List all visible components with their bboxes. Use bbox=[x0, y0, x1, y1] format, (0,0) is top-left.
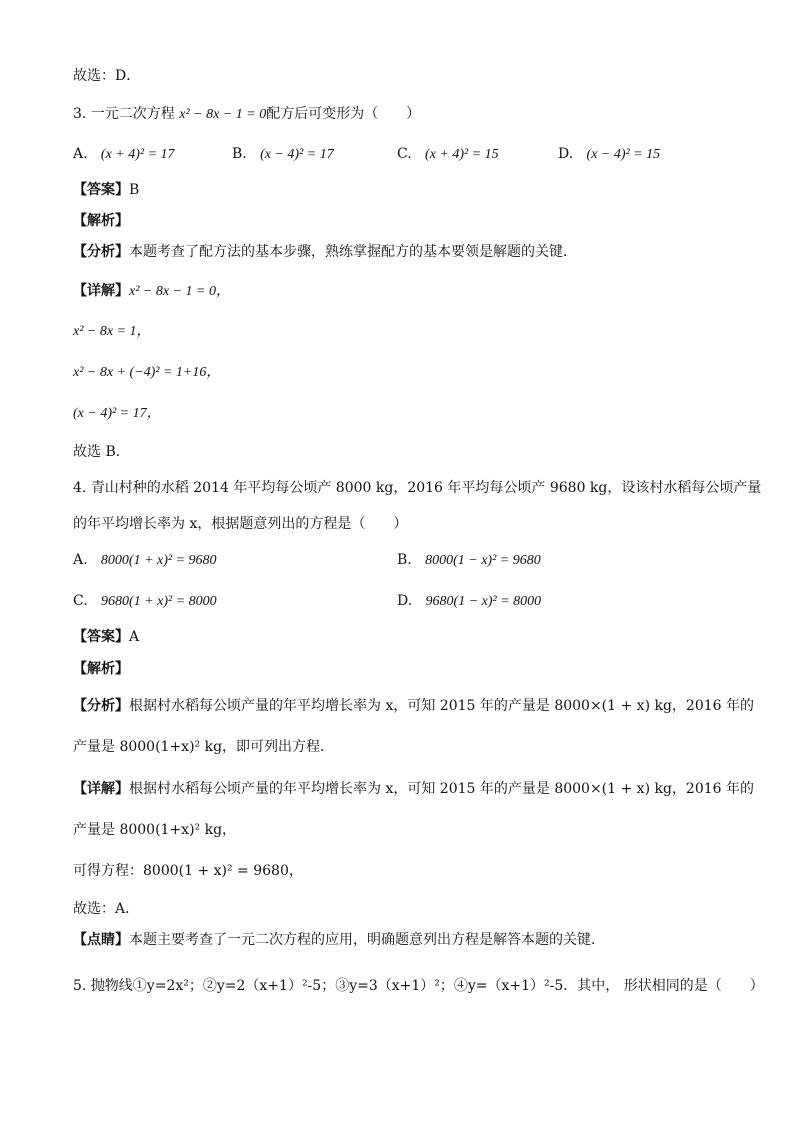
solution-step: x² − 8x − 1 = 0， bbox=[129, 284, 230, 299]
q4-stem-line2: 的年平均增长率为 x，根据题意列出的方程是（ ） bbox=[73, 516, 408, 532]
q3-xiangjie bbox=[73, 281, 230, 302]
q3-fenxi bbox=[73, 242, 577, 262]
xiangjie-text: 根据村水稻每公顷产量的年平均增长率为 x，可知 2015 年的产量是 8000×(1 + x) kg，2016 年的 bbox=[129, 781, 755, 797]
option-expression: (x + 4)² = 15 bbox=[425, 147, 499, 162]
solution-step: (x − 4)² = 17， bbox=[73, 406, 161, 421]
q4-xiangjie-line1 bbox=[73, 779, 754, 799]
q3-stem-equation: x² − 8x − 1 = 0 bbox=[179, 107, 267, 122]
q3-answer bbox=[73, 180, 139, 200]
solution-step: x² − 8x = 1， bbox=[73, 324, 151, 339]
answer-tag: 【答案】 bbox=[73, 182, 129, 198]
option-letter: A. bbox=[73, 552, 88, 568]
q3-analysis-heading bbox=[73, 211, 129, 231]
q3-stem bbox=[73, 104, 420, 125]
answer-value: A bbox=[129, 629, 140, 645]
option-expression: (x − 4)² = 15 bbox=[586, 147, 661, 162]
q3-option-b bbox=[232, 144, 334, 165]
xiangjie-tag: 【详解】 bbox=[73, 283, 129, 299]
q3-number: 3. bbox=[73, 106, 87, 122]
answer-value: B bbox=[129, 182, 140, 198]
q4-stem-text: 青山村种的水稻 2014 年平均每公顷产 8000 kg，2016 年平均每公顷产 9680 kg，设该村水稻每公顷产量 bbox=[90, 480, 762, 496]
q2-conclusion: 故选：D． bbox=[73, 68, 141, 84]
option-letter: C. bbox=[73, 593, 88, 609]
fenxi-tag: 【分析】 bbox=[73, 698, 129, 714]
option-expression: 9680(1 + x)² = 8000 bbox=[101, 594, 217, 609]
option-letter: A. bbox=[73, 146, 88, 162]
option-letter: C. bbox=[397, 146, 412, 162]
xiangjie-tag: 【详解】 bbox=[73, 781, 129, 797]
option-letter: B. bbox=[232, 146, 247, 162]
q4-option-c bbox=[73, 591, 217, 612]
option-expression: (x + 4)² = 17 bbox=[100, 147, 175, 162]
q3-conclusion: 故选 B． bbox=[73, 444, 130, 460]
fenxi-text: 根据村水稻每公顷产量的年平均增长率为 x，可知 2015 年的产量是 8000×(1 + x) kg，2016 年的 bbox=[129, 698, 755, 714]
q3-stem-before: 一元二次方程 bbox=[90, 106, 175, 122]
q4-number: 4. bbox=[73, 480, 87, 496]
option-letter: D. bbox=[397, 593, 413, 609]
fenxi-text: 本题考查了配方法的基本步骤，熟练掌握配方的基本要领是解题的关键． bbox=[129, 244, 577, 260]
option-expression: 9680(1 − x)² = 8000 bbox=[425, 594, 542, 609]
q4-fenxi-line2: 产量是 8000(1+x)² kg，即可列出方程． bbox=[73, 739, 335, 755]
q4-dianjing bbox=[73, 930, 605, 950]
answer-tag: 【答案】 bbox=[73, 629, 129, 645]
q5-stem bbox=[73, 976, 764, 996]
q4-conclusion: 故选：A． bbox=[73, 901, 140, 917]
analysis-tag: 【解析】 bbox=[73, 213, 129, 229]
q4-analysis-heading bbox=[73, 659, 129, 679]
option-expression: 8000(1 + x)² = 9680 bbox=[100, 553, 217, 568]
analysis-tag: 【解析】 bbox=[73, 661, 129, 677]
option-expression: (x − 4)² = 17 bbox=[260, 147, 334, 162]
option-letter: B. bbox=[397, 552, 412, 568]
q3-option-d bbox=[558, 144, 660, 165]
q3-stem-after: 配方后可变形为（ ） bbox=[266, 106, 421, 122]
dianjing-text: 本题主要考查了一元二次方程的应用，明确题意列出方程是解答本题的关键． bbox=[129, 932, 605, 948]
q3-option-a bbox=[73, 144, 175, 165]
q4-option-d bbox=[397, 591, 541, 612]
q4-fenxi-line1 bbox=[73, 696, 754, 716]
dianjing-tag: 【点睛】 bbox=[73, 932, 129, 948]
q5-stem-text: 抛物线①y=2x²；②y=2（x+1）²-5；③y=3（x+1）²；④y=（x+1）²-5．其中， 形状相同的是（ ） bbox=[90, 978, 764, 994]
fenxi-tag: 【分析】 bbox=[73, 244, 129, 260]
option-letter: D. bbox=[558, 146, 574, 162]
q4-xiangjie-line2: 产量是 8000(1+x)² kg， bbox=[73, 822, 237, 838]
q4-stem-line1 bbox=[73, 478, 761, 498]
q3-option-c bbox=[397, 144, 499, 165]
q4-answer bbox=[73, 627, 139, 647]
solution-step: x² − 8x + (−4)² = 1+16， bbox=[73, 365, 221, 380]
q4-option-a bbox=[73, 550, 217, 571]
q5-number: 5. bbox=[73, 978, 87, 994]
q4-option-b bbox=[397, 550, 541, 571]
option-expression: 8000(1 − x)² = 9680 bbox=[425, 553, 541, 568]
q4-equation: 可得方程：8000(1 + x)² = 9680， bbox=[73, 863, 303, 879]
